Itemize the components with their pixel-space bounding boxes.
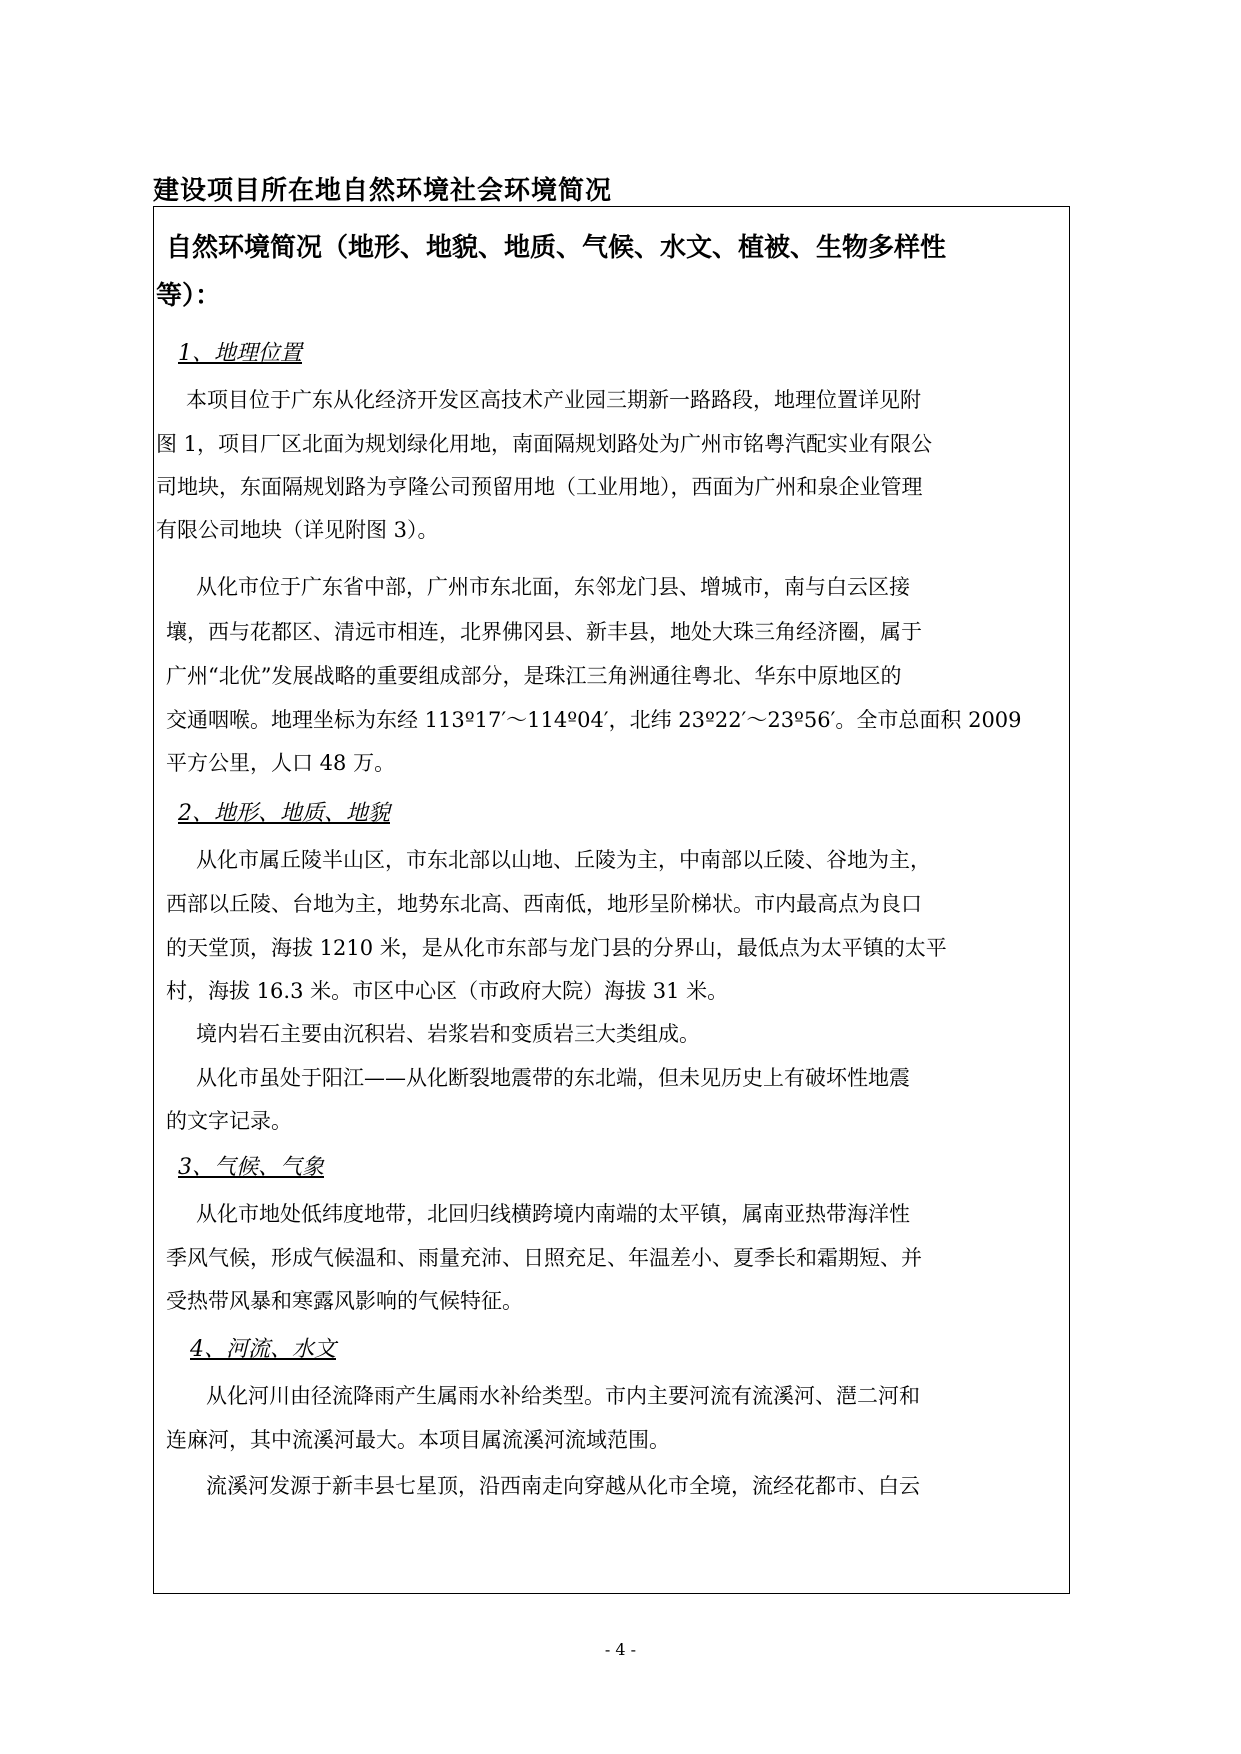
document-title: 建设项目所在地自然环境社会环境简况 (153, 176, 613, 206)
paragraph-line: 交通咽喉。地理坐标为东经 113º17′～114º04′，北纬 23º22′～23º56′。全市总面积 2009 (166, 708, 1022, 732)
paragraph-line: 的天堂顶，海拔 1210 米，是从化市东部与龙门县的分界山，最低点为太平镇的太平 (166, 936, 947, 960)
paragraph-line: 的文字记录。 (166, 1109, 292, 1133)
paragraph-line: 季风气候，形成气候温和、雨量充沛、日照充足、年温差小、夏季长和霜期短、并 (166, 1246, 922, 1270)
paragraph-line: 村，海拔 16.3 米。市区中心区（市政府大院）海拔 31 米。 (166, 979, 729, 1003)
page-number: - 4 - (604, 1640, 637, 1659)
heading-rivers-hydrology: 4、河流、水文 (190, 1337, 336, 1362)
paragraph-line: 从化市属丘陵半山区，市东北部以山地、丘陵为主，中南部以丘陵、谷地为主， (196, 848, 931, 872)
heading-terrain-geology-landform: 2、地形、地质、地貌 (178, 801, 390, 826)
natural-environment-section (153, 206, 1070, 1594)
paragraph-line: 流溪河发源于新丰县七星顶，沿西南走向穿越从化市全境，流经花都市、白云 (206, 1474, 920, 1498)
paragraph-line: 本项目位于广东从化经济开发区高技术产业园三期新一路路段，地理位置详见附 (186, 388, 921, 412)
paragraph-line: 连麻河，其中流溪河最大。本项目属流溪河流域范围。 (166, 1428, 670, 1452)
paragraph-line: 境内岩石主要由沉积岩、岩浆岩和变质岩三大类组成。 (196, 1022, 700, 1046)
paragraph-line: 西部以丘陵、台地为主，地势东北高、西南低，地形呈阶梯状。市内最高点为良口 (166, 892, 922, 916)
paragraph-line: 广州“北优”发展战略的重要组成部分，是珠江三角洲通往粤北、华东中原地区的 (166, 664, 902, 688)
section-title-line-2: 等）： (156, 281, 222, 311)
paragraph-line: 图 1，项目厂区北面为规划绿化用地，南面隔规划路处为广州市铭粤汽配实业有限公 (156, 432, 933, 456)
paragraph-line: 受热带风暴和寒露风影响的气候特征。 (166, 1289, 523, 1313)
heading-geographic-location: 1、地理位置 (178, 341, 302, 366)
paragraph-line: 壤，西与花都区、清远市相连，北界佛冈县、新丰县，地处大珠三角经济圈，属于 (166, 620, 922, 644)
section-title-line-1: 自然环境简况（地形、地貌、地质、气候、水文、植被、生物多样性 (166, 233, 947, 263)
paragraph-line: 从化市地处低纬度地带，北回归线横跨境内南端的太平镇，属南亚热带海洋性 (196, 1202, 910, 1226)
paragraph-line: 从化市虽处于阳江——从化断裂地震带的东北端，但未见历史上有破坏性地震 (196, 1066, 910, 1090)
paragraph-line: 司地块，东面隔规划路为亨隆公司预留用地（工业用地），西面为广州和泉企业管理 (156, 475, 923, 499)
paragraph-line: 从化河川由径流降雨产生属雨水补给类型。市内主要河流有流溪河、潖二河和 (206, 1384, 920, 1408)
paragraph-line: 有限公司地块（详见附图 3）。 (156, 518, 439, 542)
paragraph-line: 从化市位于广东省中部，广州市东北面，东邻龙门县、增城市，南与白云区接 (196, 575, 910, 599)
paragraph-line: 平方公里，人口 48 万。 (166, 751, 396, 775)
heading-climate-meteorology: 3、气候、气象 (178, 1155, 324, 1180)
